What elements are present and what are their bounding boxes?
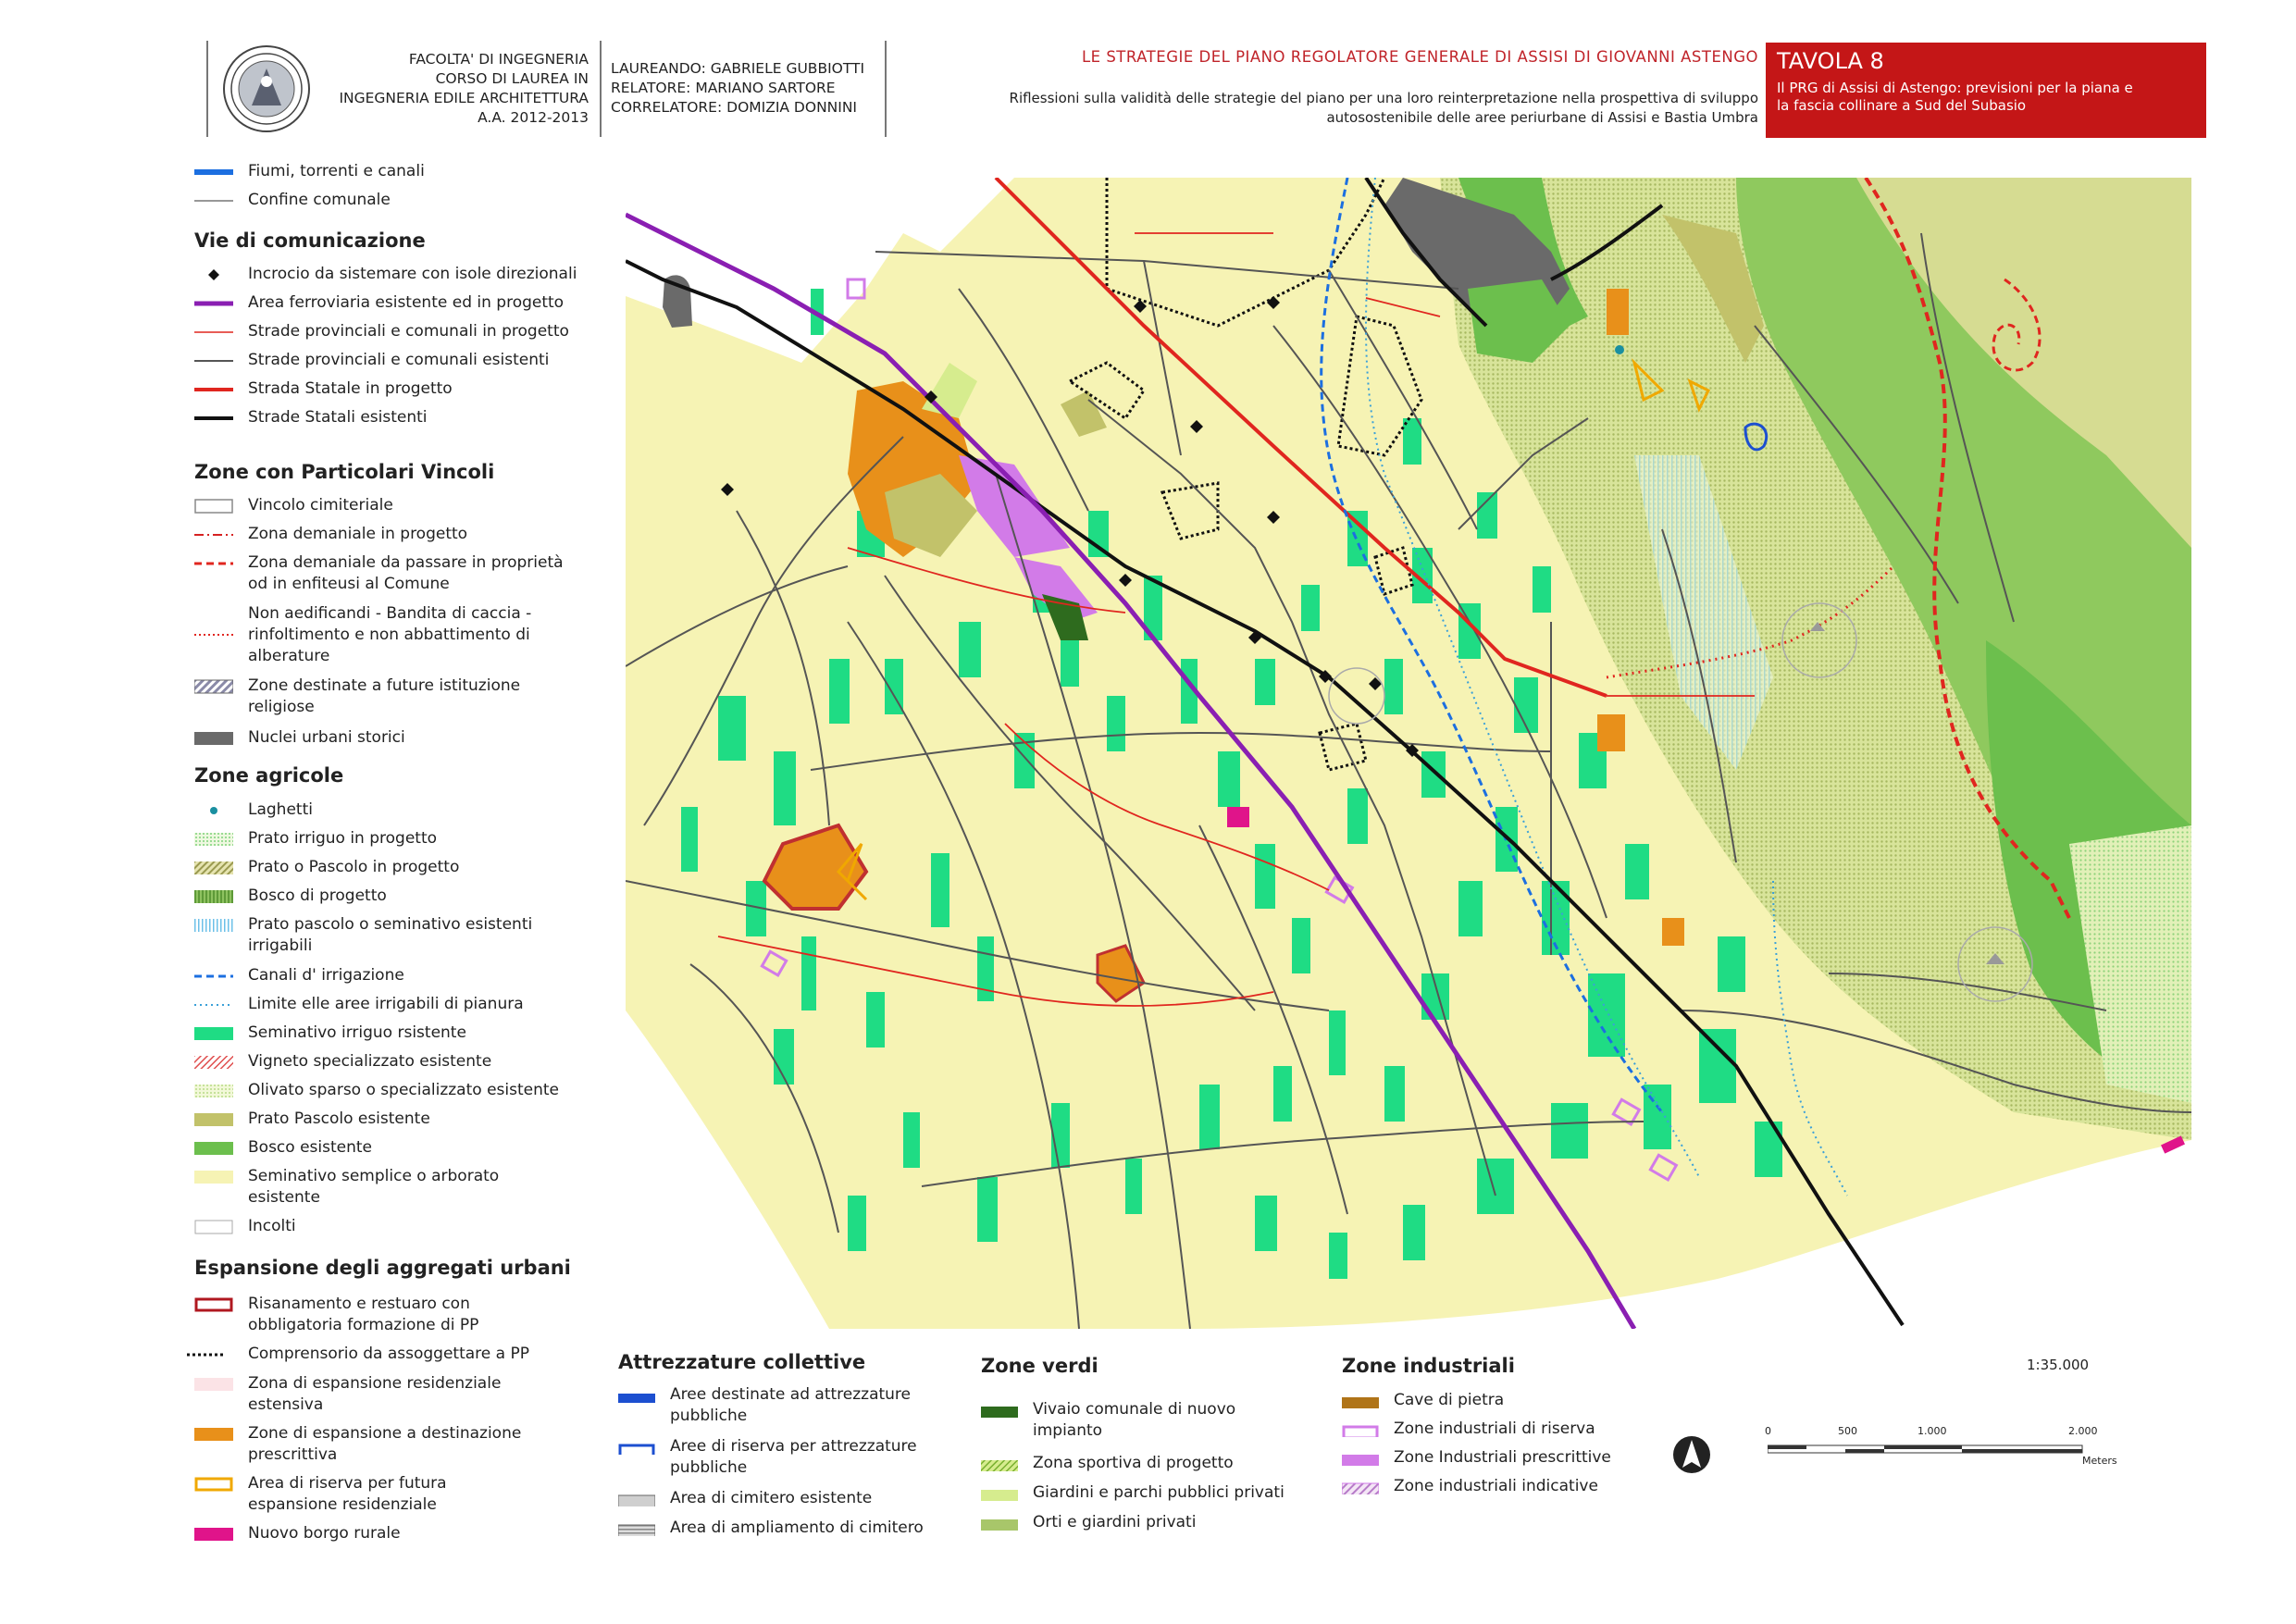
dotted-fill-symbol <box>194 832 233 847</box>
fill-symbol <box>194 1170 233 1184</box>
legend-label: estensiva <box>248 1395 324 1414</box>
legend-label: pubbliche <box>670 1458 748 1477</box>
legend-label: Aree di riserva per attrezzature <box>670 1437 917 1456</box>
fill-symbol <box>618 1388 655 1403</box>
legend-heading-agricole: Zone agricole <box>194 764 344 787</box>
scale-tick-label: 500 <box>1838 1425 1857 1437</box>
legend-label: Zona demaniale in progetto <box>248 525 468 543</box>
legend-label: esistente <box>248 1188 320 1207</box>
legend-heading-espansione: Espansione degli aggregati urbani <box>194 1257 571 1279</box>
legend-label: Comprensorio da assoggettare a PP <box>248 1345 529 1363</box>
legend-label: Zone destinate a future istituzione <box>248 676 521 695</box>
hatched-symbol <box>194 889 233 904</box>
legend-label: alberature <box>248 647 330 665</box>
railway-symbol <box>194 296 233 311</box>
outline-symbol <box>194 499 233 514</box>
legend-label: Cave di pietra <box>1394 1391 1505 1409</box>
legend-label: Canali d' irrigazione <box>248 966 404 985</box>
dotted-symbol <box>187 1347 226 1362</box>
legend-label: Area di ampliamento di cimitero <box>670 1519 924 1537</box>
scale-tick-label: 0 <box>1765 1425 1771 1437</box>
legend-label: Strade provinciali e comunali esistenti <box>248 351 550 369</box>
legend-label: Incolti <box>248 1217 296 1235</box>
outline-symbol <box>1342 1422 1379 1437</box>
legend-label: Prato irriguo in progetto <box>248 829 438 848</box>
hatched-symbol <box>194 918 233 933</box>
faculty-line: A.A. 2012-2013 <box>478 109 589 126</box>
header-divider <box>885 41 887 137</box>
fill-symbol <box>194 1427 233 1442</box>
legend-label: Vigneto specializzato esistente <box>248 1052 492 1071</box>
legend-label: Strade provinciali e comunali in progetto <box>248 322 569 341</box>
tavola-title: TAVOLA 8 <box>1777 48 1884 74</box>
legend-label: Bosco esistente <box>248 1138 372 1157</box>
legend-label: Seminativo semplice o arborato <box>248 1167 500 1185</box>
legend-heading-attrezzature: Attrezzature collettive <box>618 1351 866 1373</box>
tavola-description <box>1777 80 2201 115</box>
fill-symbol <box>194 731 233 746</box>
diamond-symbol <box>194 267 233 282</box>
legend-heading-vincoli: Zone con Particolari Vincoli <box>194 461 495 483</box>
scale-tick-label: 2.000 <box>2068 1425 2098 1437</box>
road-symbol <box>194 411 233 426</box>
outline-symbol <box>194 1220 233 1234</box>
legend-verdi <box>981 1351 1285 1531</box>
header-divider <box>600 41 602 137</box>
map-view[interactable] <box>626 178 2191 1329</box>
people-line: LAUREANDO: GABRIELE GUBBIOTTI <box>611 60 865 77</box>
fill-symbol <box>194 1026 233 1041</box>
university-seal-logo <box>205 41 315 137</box>
legend-label: Area di cimitero esistente <box>670 1489 873 1507</box>
legend-label: Limite elle aree irrigabili di pianura <box>248 995 524 1013</box>
fill-symbol <box>1342 1394 1379 1408</box>
legend-label: obbligatoria formazione di PP <box>248 1316 479 1334</box>
legend-label: espansione residenziale <box>248 1495 437 1514</box>
legend-label: Nuclei urbani storici <box>248 728 405 747</box>
legend-label: Giardini e parchi pubblici privati <box>1033 1483 1285 1502</box>
thesis-subtitle <box>888 89 1758 128</box>
legend-label: od in enfiteusi al Comune <box>248 575 450 593</box>
legend-label: Zona demaniale da passare in proprietà <box>248 553 564 572</box>
fill-symbol <box>194 1527 233 1542</box>
faculty-line: INGEGNERIA EDILE ARCHITETTURA <box>339 90 589 106</box>
border-symbol <box>194 193 233 208</box>
faculty-info <box>315 50 589 128</box>
legend-label: Strade Statali esistenti <box>248 408 428 427</box>
legend-attrezzature <box>618 1351 924 1537</box>
legend-label: Prato pascolo o seminativo esistenti <box>248 915 533 934</box>
tavola-box <box>1766 43 2206 138</box>
dashed-symbol <box>194 969 233 984</box>
fill-symbol <box>981 1486 1018 1501</box>
fill-symbol <box>1342 1451 1379 1466</box>
legend-industriali <box>1342 1351 1611 1495</box>
legend-label: religiose <box>248 698 315 716</box>
river-symbol <box>194 165 233 180</box>
legend-label: Risanamento e restuaro con <box>248 1295 470 1313</box>
legend-label: Aree destinate ad attrezzature <box>670 1385 911 1404</box>
faculty-line: CORSO DI LAUREA IN <box>435 70 589 87</box>
legend-label: Prato Pascolo esistente <box>248 1110 430 1128</box>
outline-symbol <box>194 1477 233 1492</box>
legend-label: Olivato sparso o specializzato esistente <box>248 1081 559 1099</box>
legend-label: Seminativo irriguo rsistente <box>248 1023 466 1042</box>
legend-label: pubbliche <box>670 1407 748 1425</box>
legend-label: Vincolo cimiteriale <box>248 496 393 514</box>
legend-label: Fiumi, torrenti e canali <box>248 162 425 180</box>
legend-label: Laghetti <box>248 800 313 819</box>
scale-unit: Meters <box>2082 1455 2117 1467</box>
scale-tick-label: 1.000 <box>1917 1425 1947 1437</box>
pond-symbol <box>194 803 233 818</box>
legend-heading-industriali: Zone industriali <box>1342 1355 1515 1377</box>
legend-label: Zona di espansione residenziale <box>248 1374 502 1393</box>
fill-symbol <box>194 1377 233 1392</box>
legend-heading-verdi: Zone verdi <box>981 1355 1098 1377</box>
fill-symbol <box>194 1141 233 1156</box>
legend-label: Zona sportiva di progetto <box>1033 1454 1234 1472</box>
legend-label: Zone industriali indicative <box>1394 1477 1598 1495</box>
people-line: RELATORE: MARIANO SARTORE <box>611 80 836 96</box>
legend-label: Area di riserva per futura <box>248 1474 447 1493</box>
outline-symbol <box>618 1440 655 1455</box>
subtitle-line: autosostenibile delle aree periurbane di Assisi e Bastia Umbra <box>1326 109 1758 126</box>
outline-symbol <box>194 1297 233 1312</box>
legend-label: Orti e giardini privati <box>1033 1513 1197 1531</box>
tavola-line: la fascia collinare a Sud del Subasio <box>1777 97 2027 114</box>
legend-label: Bosco di progetto <box>248 886 387 905</box>
map-canvas[interactable] <box>626 178 2191 1329</box>
legend-heading-vie: Vie di comunicazione <box>194 229 426 252</box>
legend-label: Prato o Pascolo in progetto <box>248 858 460 876</box>
scale-bar <box>1765 1425 2117 1471</box>
faculty-line: FACOLTA' DI INGEGNERIA <box>408 51 589 68</box>
subtitle-line: Riflessioni sulla validità delle strategie del piano per una loro reinterpretazione nella prospettiva di sviluppo <box>1009 90 1758 106</box>
people-line: CORRELATORE: DOMIZIA DONNINI <box>611 99 857 116</box>
tavola-line: Il PRG di Assisi di Astengo: previsioni per la piana e <box>1777 80 2133 96</box>
thesis-title: LE STRATEGIE DEL PIANO REGOLATORE GENERALE DI ASSISI DI GIOVANNI ASTENGO <box>1081 48 1758 66</box>
hatched-symbol <box>618 1521 655 1536</box>
legend-label: Nuovo borgo rurale <box>248 1524 401 1543</box>
legend-label: Strada Statale in progetto <box>248 379 453 398</box>
legend-label: Zone di espansione a destinazione <box>248 1424 522 1443</box>
legend-label: Vivaio comunale di nuovo <box>1033 1400 1236 1419</box>
hatched-symbol <box>194 1055 233 1070</box>
legend-label: rinfoltimento e non abbattimento di <box>248 626 530 644</box>
road-symbol <box>194 353 233 368</box>
dotted-symbol <box>194 998 233 1012</box>
road-symbol <box>194 325 233 340</box>
dotted-symbol <box>194 631 233 646</box>
legend-label: impianto <box>1033 1421 1103 1440</box>
dashdot-symbol <box>194 527 233 542</box>
scale-ratio: 1:35.000 <box>2027 1357 2090 1373</box>
legend-label: Zone industriali di riserva <box>1394 1419 1595 1438</box>
fill-symbol <box>981 1403 1018 1418</box>
north-arrow-icon <box>1671 1434 1712 1475</box>
legend-label: prescrittiva <box>248 1445 338 1464</box>
legend-label: Zone Industriali prescrittive <box>1394 1448 1611 1467</box>
hatched-symbol <box>194 861 233 875</box>
legend-label: Incrocio da sistemare con isole direzionali <box>248 265 577 283</box>
legend-label: irrigabili <box>248 936 313 955</box>
fill-symbol <box>194 1112 233 1127</box>
fill-symbol <box>618 1492 655 1506</box>
dotted-fill-symbol <box>194 1084 233 1098</box>
legend-label: Non aedificandi - Bandita di caccia - <box>248 604 532 623</box>
dashed-symbol <box>194 556 233 571</box>
legend-label: Area ferroviaria esistente ed in progetto <box>248 293 565 312</box>
hatched-symbol <box>194 679 233 694</box>
fill-symbol <box>981 1516 1018 1531</box>
people-info <box>611 59 864 118</box>
hatched-symbol <box>1342 1480 1379 1494</box>
legend-label: Confine comunale <box>248 191 391 209</box>
hatched-symbol <box>981 1457 1018 1471</box>
road-symbol <box>194 382 233 397</box>
